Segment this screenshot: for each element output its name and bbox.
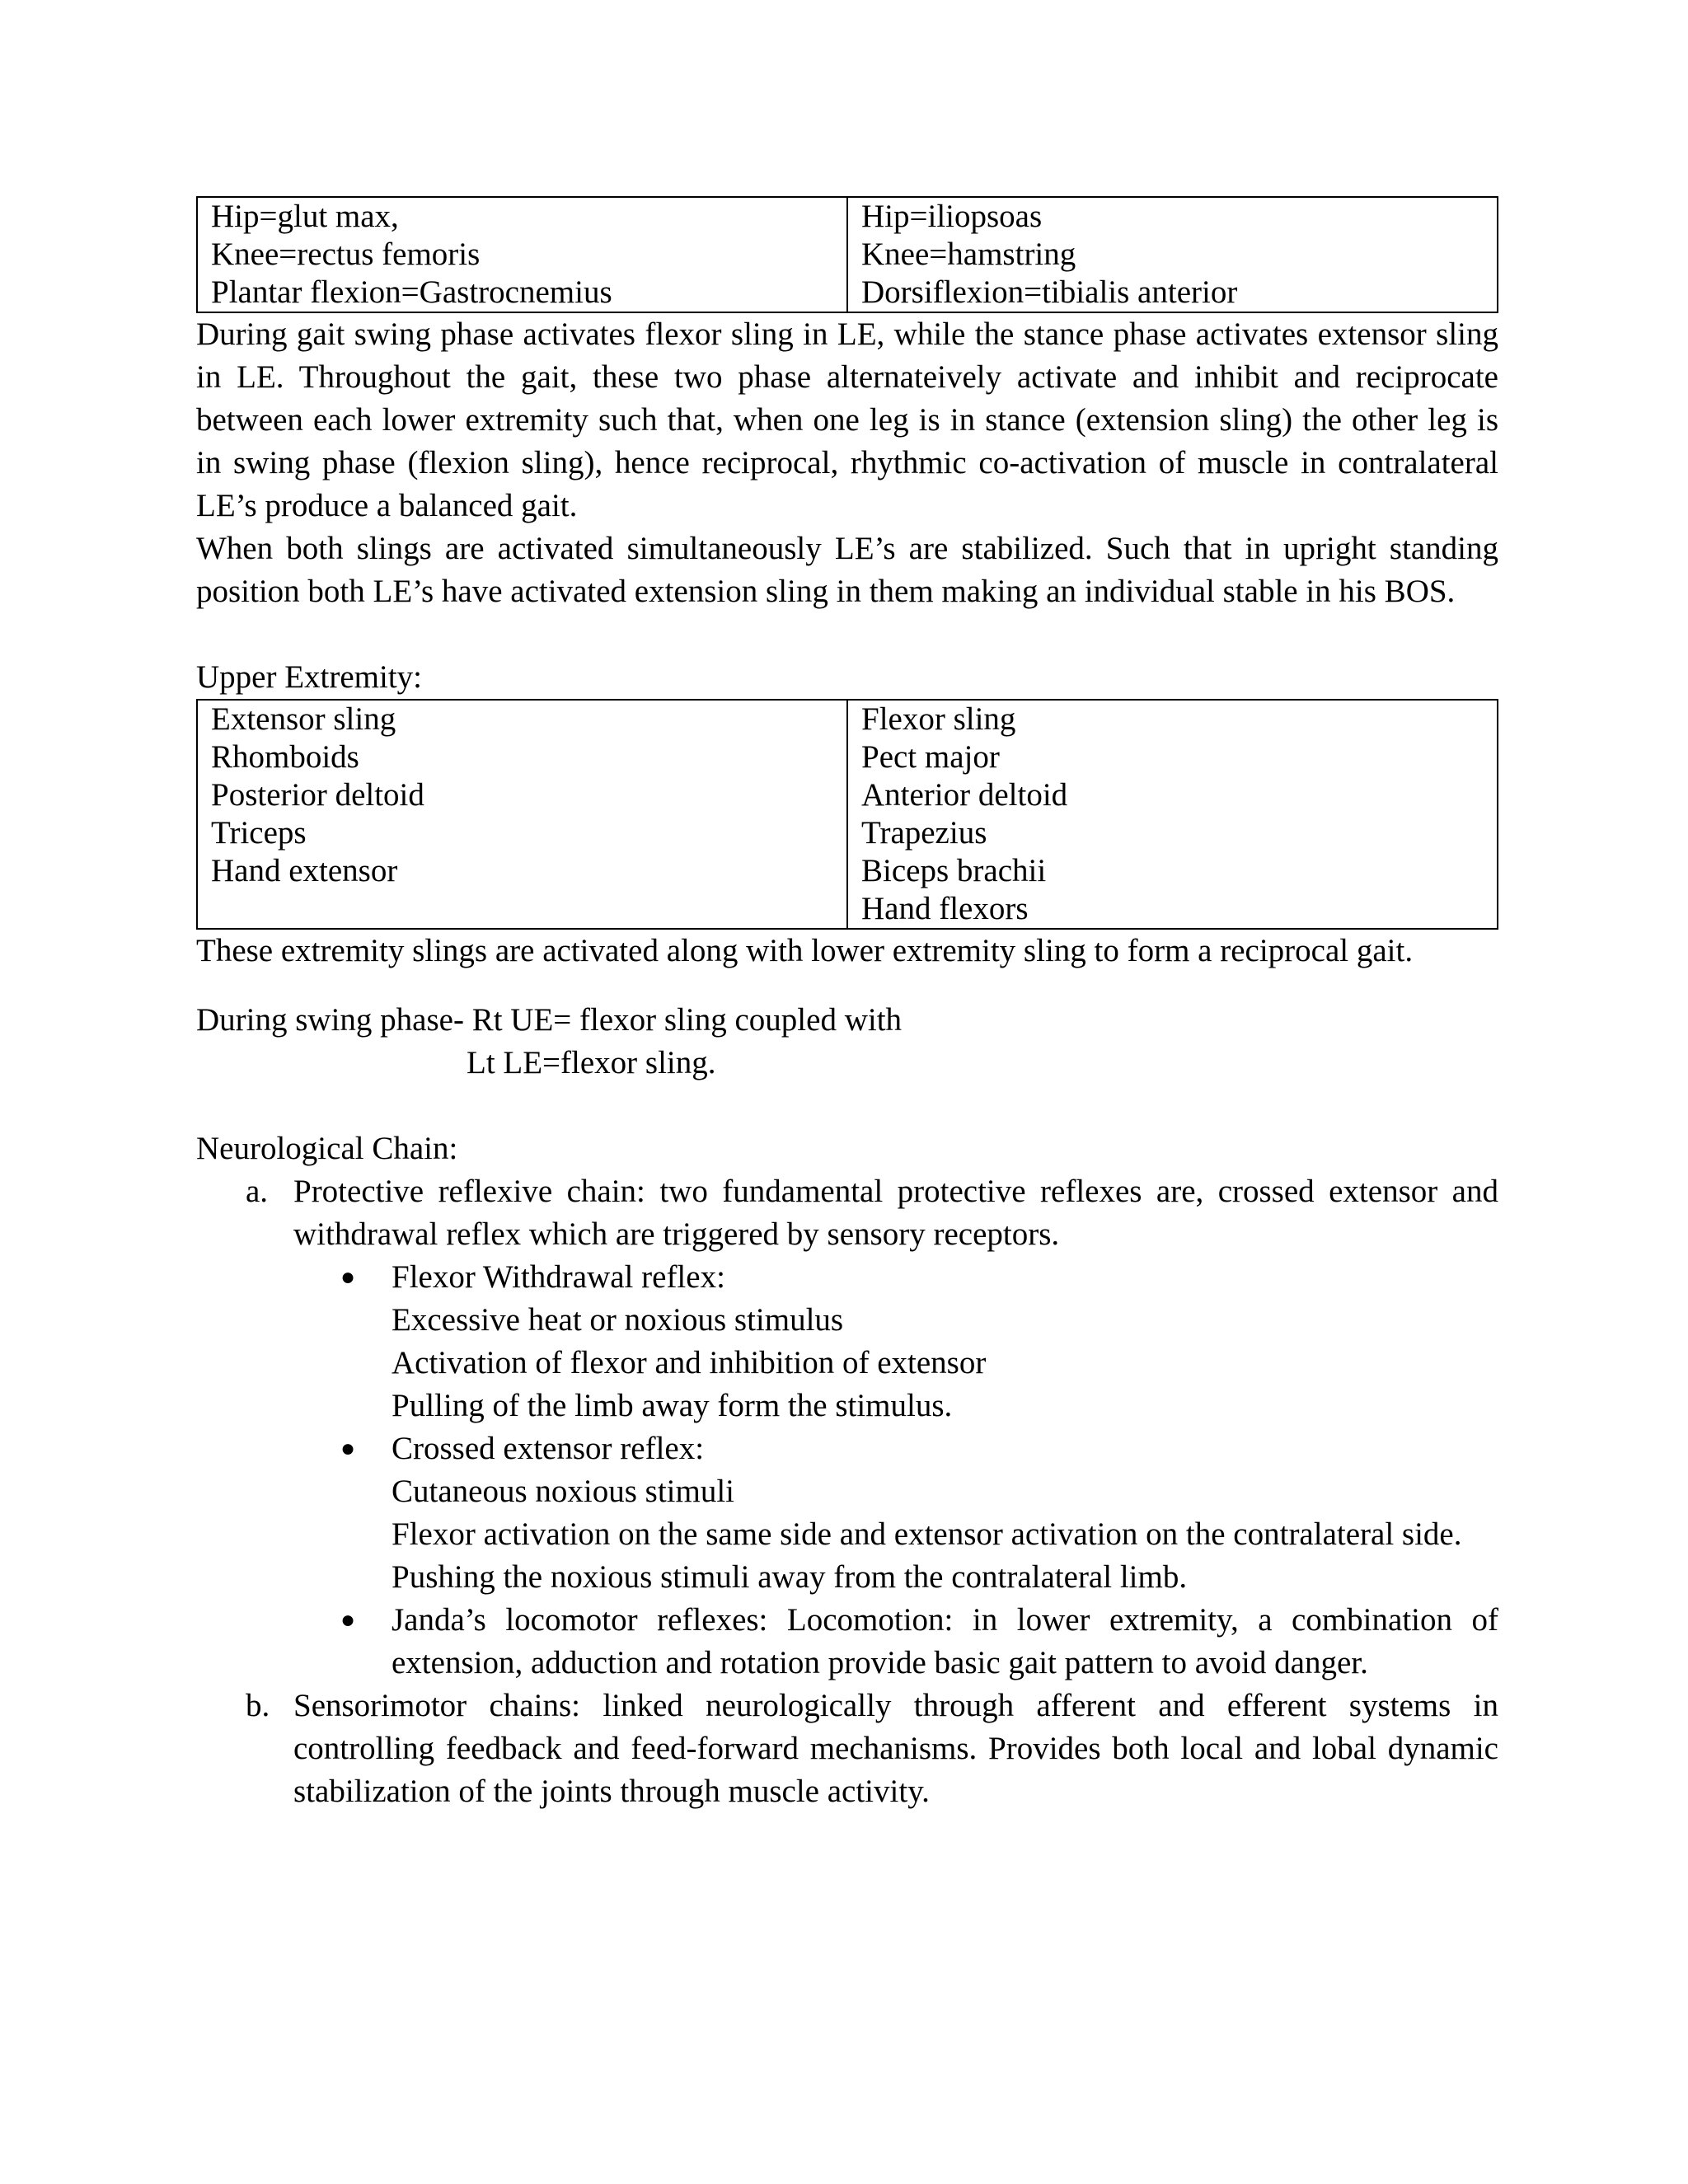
upper-extensor-column (197, 700, 847, 929)
table-cell: Biceps brachii (861, 853, 1047, 888)
gait-paragraph: During gait swing phase activates flexor sling in LE, while the stance phase activates extensor sling in LE. Throughout the gait, these two phase alternateively activate and inhibit and reciprocate between each lower extremity such that, when one leg is in stance (extension sling) the other leg is in swing phase (flexion sling), hence reciprocal, rhythmic co-activation of muscle in contralateral LE’s produce a balanced gait. (196, 316, 1498, 523)
bullet-title: Flexor Withdrawal reflex: (392, 1259, 725, 1295)
list-item-a (196, 1170, 1498, 1256)
swing-phase-continuation: Lt LE=flexor sling. (467, 1045, 716, 1080)
bullet-line: Activation of flexor and inhibition of extensor (392, 1345, 987, 1380)
bullet-line: Pulling of the limb away form the stimulus. (392, 1388, 953, 1423)
bullet-item-janda (340, 1599, 1498, 1685)
bullet-icon: ● (340, 1606, 356, 1633)
table-cell: Trapezius (861, 815, 987, 851)
bullet-icon: ● (340, 1263, 356, 1291)
table-cell: Knee=rectus femoris (211, 237, 481, 272)
upper-flexor-column (847, 700, 1498, 929)
list-item-text: Protective reflexive chain: two fundamental protective reflexes are, crossed extensor and withdrawal reflex which are triggered by sensory receptors. (293, 1174, 1498, 1252)
table-cell: Anterior deltoid (861, 777, 1068, 813)
table-cell: Knee=hamstring (861, 237, 1076, 272)
document-page (196, 196, 1498, 1813)
table-cell: Hand extensor (211, 853, 398, 888)
table-cell: Plantar flexion=Gastrocnemius (211, 274, 612, 310)
bullet-icon: ● (340, 1435, 356, 1462)
bullet-line: Excessive heat or noxious stimulus (392, 1302, 844, 1338)
bullet-line: Pushing the noxious stimuli away from the contralateral limb. (392, 1559, 1188, 1595)
bullet-line: Cutaneous noxious stimuli (392, 1474, 735, 1509)
bullet-line: Flexor activation on the same side and extensor activation on the contralateral side. (392, 1516, 1462, 1552)
list-marker: a. (246, 1174, 269, 1209)
neurological-chain-heading: Neurological Chain: (196, 1131, 458, 1166)
table-cell: Dorsiflexion=tibialis anterior (861, 274, 1238, 310)
reflex-bullet-list (196, 1256, 1498, 1685)
upper-extremity-heading: Upper Extremity: (196, 659, 423, 695)
list-item-b (196, 1685, 1498, 1813)
bullet-item-crossed-extensor (340, 1427, 1498, 1599)
table-cell (211, 890, 846, 928)
stabilization-paragraph: When both slings are activated simultaneously LE’s are stabilized. Such that in upright standing position both LE’s have activated extension sling in them making an individual stable in his BOS. (196, 531, 1498, 609)
table-cell: Rhomboids (211, 739, 359, 775)
upper-extremity-sling-table (196, 699, 1498, 930)
lower-extensor-column (197, 197, 847, 312)
table-cell: Extensor sling (211, 701, 396, 737)
spacer (196, 1085, 1498, 1127)
spacer (196, 613, 1498, 656)
lower-extremity-sling-table (196, 196, 1498, 313)
swing-phase-line: During swing phase- Rt UE= flexor sling coupled with (196, 1002, 903, 1038)
table-cell: Hand flexors (861, 891, 1029, 926)
bullet-title: Janda’s locomotor reflexes: Locomotion: in lower extremity, a combination of extension, adduction and rotation provide basic gait pattern to avoid danger. (392, 1602, 1498, 1680)
list-item-text: Sensorimotor chains: linked neurologically through afferent and efferent systems in controlling feedback and feed-forward mechanisms. Provides both local and lobal dynamic stabilization of the joints through muscle activity. (293, 1688, 1498, 1809)
table-cell: Flexor sling (861, 701, 1016, 737)
table-cell: Pect major (861, 739, 1000, 775)
table-cell: Hip=iliopsoas (861, 199, 1043, 234)
spacer (196, 972, 1498, 999)
table-cell: Hip=glut max, (211, 199, 399, 234)
list-marker: b. (246, 1688, 270, 1723)
table-cell: Posterior deltoid (211, 777, 424, 813)
lower-flexor-column (847, 197, 1498, 312)
bullet-title: Crossed extensor reflex: (392, 1431, 705, 1466)
table-cell: Triceps (211, 815, 307, 851)
slings-sentence: These extremity slings are activated along with lower extremity sling to form a reciprocal gait. (196, 933, 1414, 968)
bullet-item-flexor-withdrawal (340, 1256, 1498, 1427)
